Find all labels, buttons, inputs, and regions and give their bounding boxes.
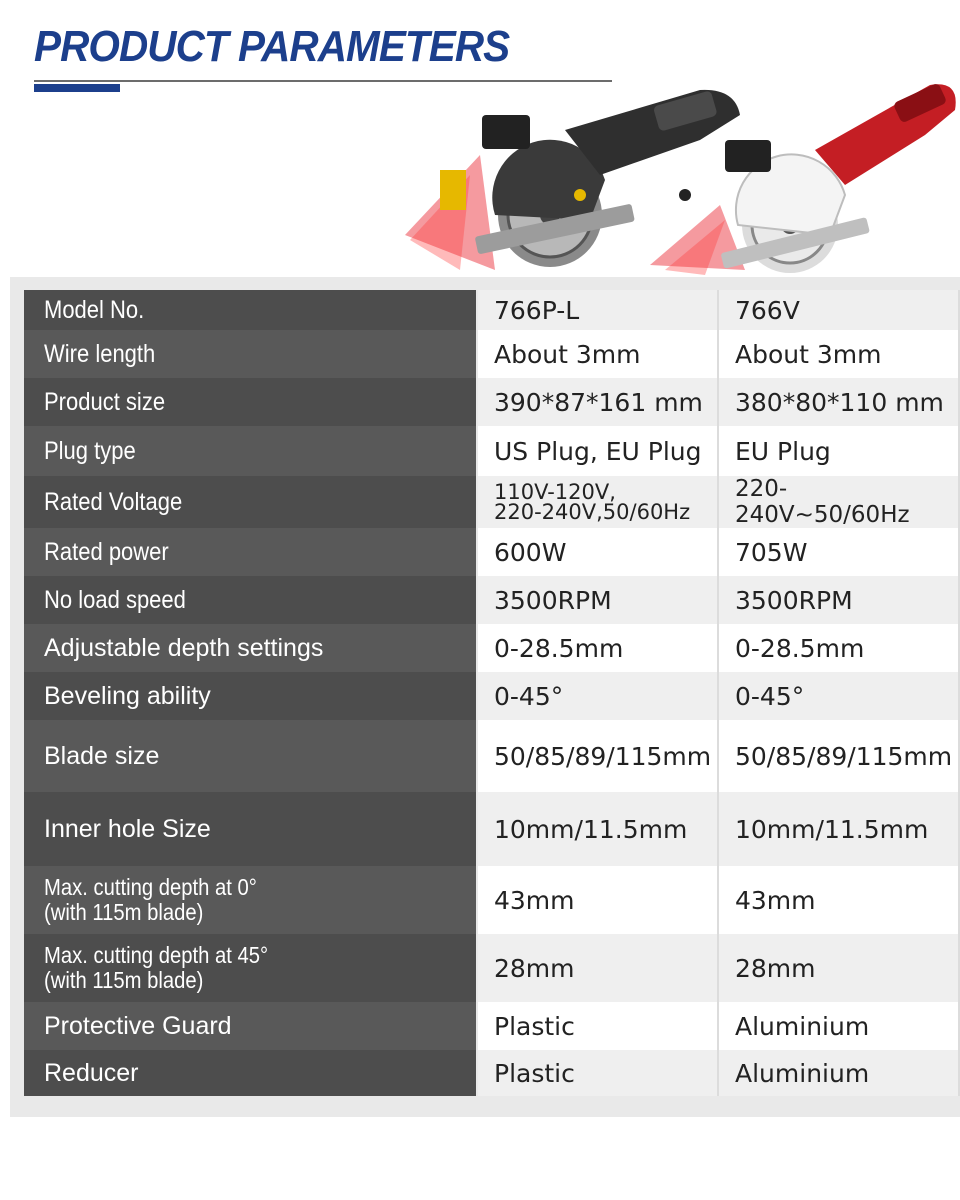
page-title: PRODUCT PARAMETERS — [34, 22, 510, 71]
table-row-product-size — [24, 378, 959, 426]
row-label: Blade size — [24, 720, 477, 792]
table-row-protective-guard — [24, 1002, 959, 1050]
value-766v: 766V — [718, 290, 959, 330]
value-766p-l: 43mm — [477, 866, 718, 934]
table-row-blade-size — [24, 720, 959, 792]
value-766p-l: 10mm/11.5mm — [477, 792, 718, 866]
table-row-cutting-depth-45 — [24, 934, 959, 1002]
product-image-766v — [650, 70, 960, 275]
table-row-no-load-speed — [24, 576, 959, 624]
value-766v: About 3mm — [718, 330, 959, 378]
value-766v: 0-28.5mm — [718, 624, 959, 672]
row-label: Beveling ability — [24, 672, 477, 720]
row-label: Rated power — [24, 528, 477, 576]
value-766v: 705W — [718, 528, 959, 576]
value-766v: 380*80*110 mm — [718, 378, 959, 426]
row-label: Adjustable depth settings — [24, 624, 477, 672]
table-row-cutting-depth-0 — [24, 866, 959, 934]
value-766v: 28mm — [718, 934, 959, 1002]
value-766p-l: US Plug, EU Plug — [477, 426, 718, 476]
row-label: Inner hole Size — [24, 792, 477, 866]
table-row-reducer — [24, 1050, 959, 1096]
value-766p-l: 600W — [477, 528, 718, 576]
value-766p-l: 50/85/89/115mm — [477, 720, 718, 792]
value-766p-l: 766P-L — [477, 290, 718, 330]
value-766v: Aluminium — [718, 1050, 959, 1096]
value-766v: 50/85/89/115mm — [718, 720, 959, 792]
value-766v: EU Plug — [718, 426, 959, 476]
row-label: Wire length — [24, 330, 477, 378]
value-766p-l: 28mm — [477, 934, 718, 1002]
row-label: Max. cutting depth at 0° (with 115m blade) — [24, 866, 477, 934]
value-766p-l: 3500RPM — [477, 576, 718, 624]
value-766v: 0-45° — [718, 672, 959, 720]
value-766p-l: 390*87*161 mm — [477, 378, 718, 426]
table-row-wire-length — [24, 330, 959, 378]
row-label: Max. cutting depth at 45° (with 115m blade) — [24, 934, 477, 1002]
value-766p-l: 0-28.5mm — [477, 624, 718, 672]
table-row-inner-hole — [24, 792, 959, 866]
row-label: No load speed — [24, 576, 477, 624]
title-accent-bar — [34, 84, 120, 92]
value-766p-l: About 3mm — [477, 330, 718, 378]
row-label: Model No. — [24, 290, 477, 330]
value-766v: 10mm/11.5mm — [718, 792, 959, 866]
row-label: Plug type — [24, 426, 477, 476]
table-row-rated-voltage — [24, 476, 959, 528]
row-label: Rated Voltage — [24, 476, 477, 528]
value-766v: 3500RPM — [718, 576, 959, 624]
row-label: Product size — [24, 378, 477, 426]
value-766v: 220-240V~50/60Hz — [718, 476, 959, 528]
value-766p-l: Plastic — [477, 1002, 718, 1050]
table-row-plug-type — [24, 426, 959, 476]
value-766v: 43mm — [718, 866, 959, 934]
value-766v: Aluminium — [718, 1002, 959, 1050]
value-766p-l: 110V-120V, 220-240V,50/60Hz — [477, 476, 718, 528]
table-row-model — [24, 290, 959, 330]
value-766p-l: 0-45° — [477, 672, 718, 720]
value-766p-l: Plastic — [477, 1050, 718, 1096]
row-label: Reducer — [24, 1050, 477, 1096]
row-label: Protective Guard — [24, 1002, 477, 1050]
table-row-depth-settings — [24, 624, 959, 672]
table-row-rated-power — [24, 528, 959, 576]
spec-table — [24, 290, 960, 1096]
table-row-beveling — [24, 672, 959, 720]
